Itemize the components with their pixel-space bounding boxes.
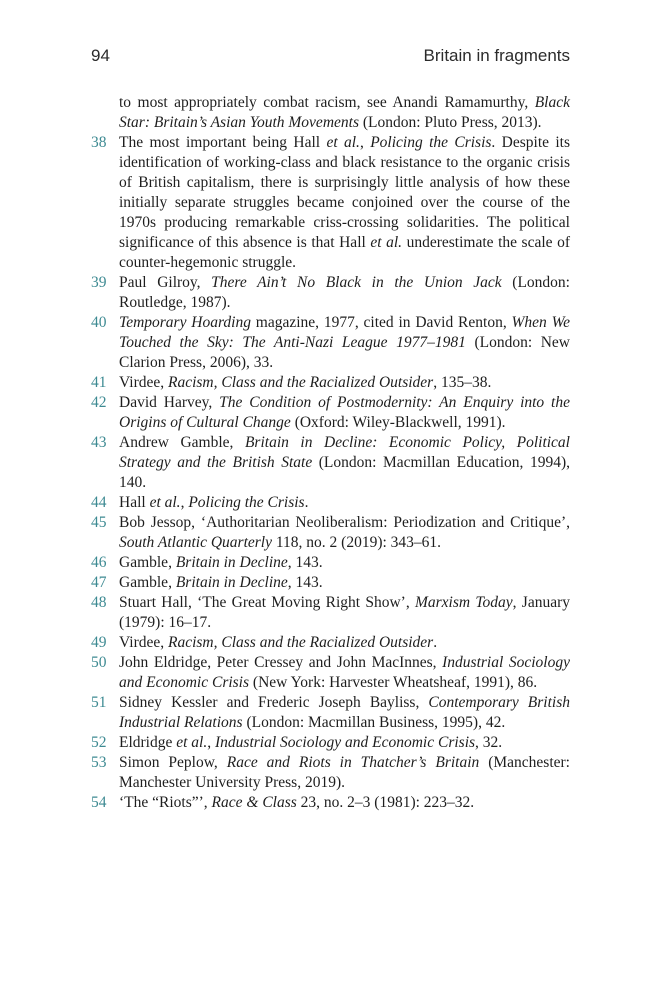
endnote-text — [119, 553, 570, 573]
endnote-number: 40 — [91, 314, 107, 331]
page-number: 94 — [91, 46, 110, 65]
endnote-number: 39 — [91, 274, 107, 291]
italic-title: Marxism Today — [414, 594, 513, 611]
italic-title: Temporary Hoarding — [119, 314, 251, 331]
endnote-number: 49 — [91, 634, 107, 651]
text-run: magazine, 1977, cited in David Renton, — [250, 314, 512, 331]
endnote-number: 46 — [91, 554, 107, 571]
italic-title: et al. — [370, 234, 403, 251]
endnote-text — [119, 653, 570, 693]
text-run: (New York: Harvester Wheatsheaf, 1991), 86. — [249, 674, 538, 691]
endnote-number: 52 — [91, 734, 107, 751]
endnote-text — [119, 273, 570, 313]
text-run: (London: Routledge, 1987). — [119, 274, 570, 311]
text-run: 118, no. 2 (2019): 343–61. — [271, 534, 442, 551]
endnote — [91, 373, 570, 393]
text-run: (London: New Clarion Press, 2006), 33. — [119, 334, 571, 371]
endnote-number: 38 — [91, 134, 107, 151]
endnote-text — [119, 393, 570, 433]
text-run: (Manchester: Manchester University Press, 2019). — [119, 754, 570, 791]
endnote-text — [119, 753, 570, 793]
text-run: , 32. — [475, 734, 503, 751]
text-run: Paul Gilroy, — [119, 274, 212, 291]
endnote — [91, 793, 570, 813]
italic-title: Race & Class — [211, 794, 297, 811]
text-run: David Harvey, — [119, 394, 220, 411]
text-run: Bob Jessop, ‘Authoritarian Neoliberalism: Periodization and Critique’, — [119, 514, 570, 531]
italic-title: Racism, Class and the Racialized Outsider — [168, 634, 434, 651]
text-run: . Despite its identification of working-class and black resistance to the organic crisis of British capitalism, there is surprisingly little analysis of how these initially separate struggles became conjoined over the course of the 1970s producing remarkable criss-crossing solidarities. The political significance of this absence is that Hall — [119, 134, 571, 251]
endnote-text — [119, 733, 570, 753]
endnote — [91, 133, 570, 273]
text-run: to most appropriately combat racism, see Anandi Ramamurthy, — [119, 94, 535, 111]
endnote — [91, 753, 570, 793]
endnote — [91, 493, 570, 513]
italic-title: Britain in Decline: Economic Policy, Political Strategy and the British State — [119, 434, 570, 471]
italic-title: Industrial Sociology and Economic Crisis — [215, 734, 476, 751]
endnote — [91, 393, 570, 433]
text-run: . — [433, 634, 438, 651]
endnote — [91, 553, 570, 573]
text-run: Andrew Gamble, — [119, 434, 245, 451]
text-run: Virdee, — [119, 634, 168, 651]
endnote-text — [119, 133, 570, 273]
endnotes-list — [91, 93, 570, 813]
italic-title: Policing the Crisis — [370, 134, 492, 151]
text-run: ‘The “Riots”’, — [119, 794, 212, 811]
endnote-number — [91, 93, 119, 133]
text-run: , January (1979): 16–17. — [119, 594, 571, 631]
text-run: , — [359, 134, 371, 151]
italic-title: Britain in Decline — [175, 574, 288, 591]
running-title: Britain in fragments — [423, 46, 570, 65]
italic-title: Industrial Sociology and Economic Crisis — [119, 654, 570, 691]
italic-title: et al. — [326, 134, 360, 151]
text-run: 23, no. 2–3 (1981): 223–32. — [296, 794, 475, 811]
endnote-number: 42 — [91, 394, 107, 411]
text-run: Hall — [119, 494, 150, 511]
endnote-number: 50 — [91, 654, 107, 671]
text-run: , 143. — [287, 554, 323, 571]
endnote-text — [119, 373, 570, 393]
endnote — [91, 633, 570, 653]
text-run: Sidney Kessler and Frederic Joseph Bayliss, — [119, 694, 429, 711]
text-run: . — [304, 494, 309, 511]
endnote — [91, 93, 570, 133]
endnote-number: 53 — [91, 754, 107, 771]
italic-title: There Ain’t No Black in the Union Jack — [211, 274, 502, 291]
endnote — [91, 433, 570, 493]
endnote — [91, 313, 570, 373]
endnote-text — [119, 433, 570, 493]
endnote-number: 51 — [91, 694, 107, 711]
endnote-text — [119, 513, 570, 553]
italic-title: et al. — [149, 494, 181, 511]
italic-title: The Condition of Postmodernity: An Enquiry into the Origins of Cultural Change — [119, 394, 570, 431]
text-run: Stuart Hall, ‘The Great Moving Right Show’, — [119, 594, 415, 611]
text-run: Virdee, — [119, 374, 168, 391]
text-run: (Oxford: Wiley-Blackwell, 1991). — [290, 414, 506, 431]
running-header — [91, 46, 570, 72]
endnote-number: 44 — [91, 494, 107, 511]
endnote — [91, 733, 570, 753]
text-run: Eldridge — [119, 734, 177, 751]
text-run: Simon Peplow, — [119, 754, 227, 771]
endnote-text — [119, 633, 570, 653]
endnote — [91, 593, 570, 633]
endnote — [91, 273, 570, 313]
endnote-text — [119, 313, 570, 373]
text-run: , 135–38. — [433, 374, 492, 391]
endnote-text — [119, 573, 570, 593]
italic-title: Black Star: Britain’s Asian Youth Movements — [119, 94, 570, 131]
italic-title: Contemporary British Industrial Relations — [119, 694, 570, 731]
endnote-text — [119, 593, 570, 633]
text-run: , 143. — [287, 574, 323, 591]
endnote-number: 43 — [91, 434, 107, 451]
endnote-text — [119, 793, 570, 813]
endnote-text — [119, 493, 570, 513]
endnote — [91, 573, 570, 593]
endnote-number: 54 — [91, 794, 107, 811]
endnote-number: 48 — [91, 594, 107, 611]
endnote — [91, 653, 570, 693]
italic-title: et al. — [176, 734, 208, 751]
endnote — [91, 513, 570, 553]
endnote-number: 41 — [91, 374, 107, 391]
text-run: Gamble, — [119, 574, 176, 591]
italic-title: Race and Riots in Thatcher’s Britain — [226, 754, 480, 771]
italic-title: Racism, Class and the Racialized Outsider — [168, 374, 434, 391]
italic-title: Britain in Decline — [175, 554, 288, 571]
text-run: underestimate the scale of counter-hegemonic struggle. — [119, 234, 570, 271]
text-run: , — [180, 494, 189, 511]
italic-title: When We Touched the Sky: The Anti-Nazi League 1977–1981 — [119, 314, 570, 351]
endnote-text — [119, 93, 570, 133]
endnote — [91, 693, 570, 733]
endnote-number: 45 — [91, 514, 107, 531]
endnote-number: 47 — [91, 574, 107, 591]
text-run: (London: Macmillan Business, 1995), 42. — [242, 714, 506, 731]
text-run: Gamble, — [119, 554, 176, 571]
italic-title: South Atlantic Quarterly — [119, 534, 272, 551]
text-run: The most important being Hall — [119, 134, 327, 151]
italic-title: Policing the Crisis — [188, 494, 305, 511]
endnote-text — [119, 693, 570, 733]
text-run: (London: Pluto Press, 2013). — [358, 114, 542, 131]
text-run: (London: Macmillan Education, 1994), 140. — [119, 454, 570, 491]
text-run: John Eldridge, Peter Cressey and John MacInnes, — [119, 654, 443, 671]
text-run: , — [207, 734, 215, 751]
